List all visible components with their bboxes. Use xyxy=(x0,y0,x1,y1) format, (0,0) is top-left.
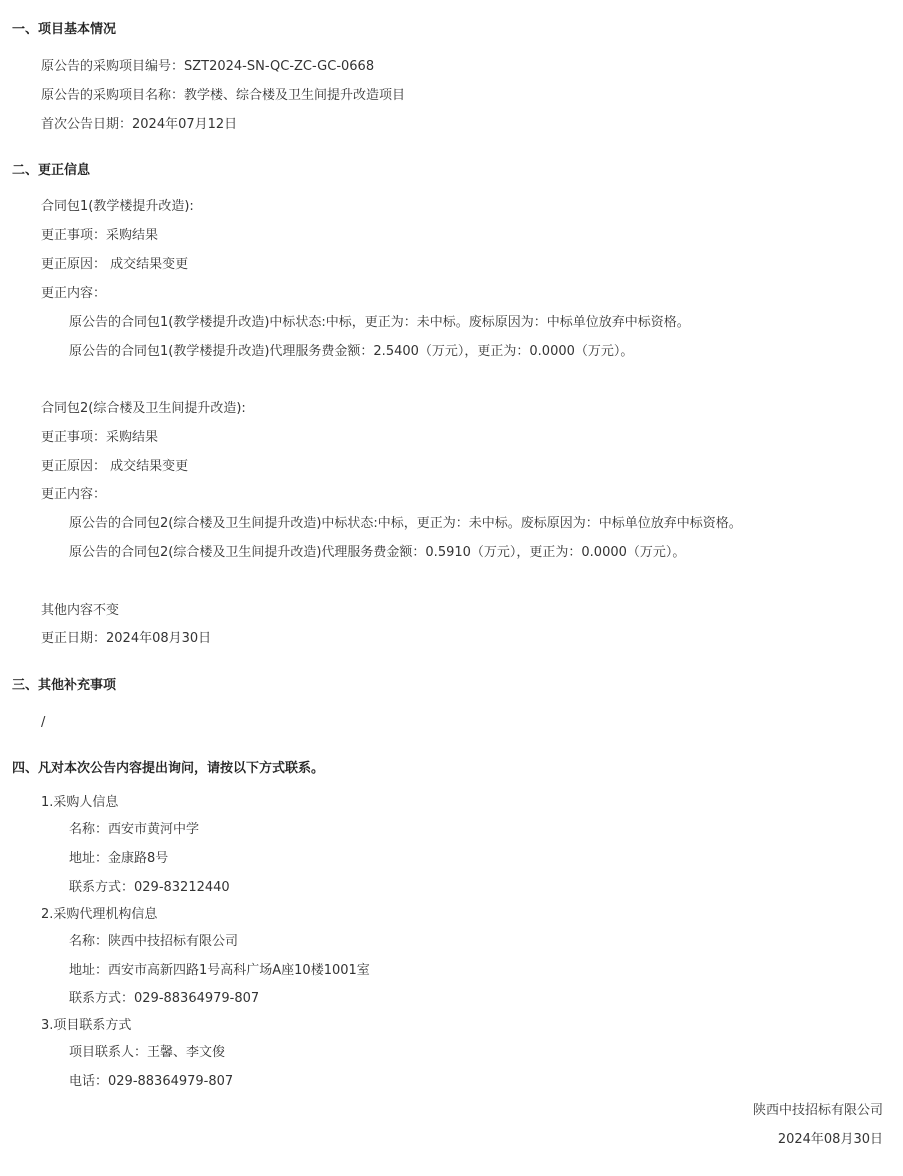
buyer-contact: 联系方式：029-83212440 xyxy=(69,880,230,895)
package-1-correction-line-2: 原公告的合同包1(教学楼提升改造)代理服务费金额：2.5400（万元），更正为：0.0000（万元）。 xyxy=(69,344,634,359)
package-2-correction-content-label: 更正内容： xyxy=(41,487,107,502)
project-number: 原公告的采购项目编号：SZT2024-SN-QC-ZC-GC-0668 xyxy=(41,59,375,74)
section-1-heading: 一、项目基本情况 xyxy=(12,22,117,37)
agency-name: 名称：陕西中技招标有限公司 xyxy=(69,934,239,949)
footer-date: 2024年08月30日 xyxy=(777,1132,883,1147)
package-1-correction-content-label: 更正内容： xyxy=(41,286,107,301)
project-contact-person: 项目联系人：王馨、李文俊 xyxy=(69,1045,226,1060)
supplementary-content: / xyxy=(41,715,46,730)
buyer-name: 名称：西安市黄河中学 xyxy=(69,822,200,837)
agency-address: 地址：西安市高新四路1号高科广场A座10楼1001室 xyxy=(69,963,370,978)
section-3-heading: 三、其他补充事项 xyxy=(12,678,117,693)
project-contact-title: 3.项目联系方式 xyxy=(41,1018,132,1033)
package-2-correction-item: 更正事项：采购结果 xyxy=(41,430,159,445)
agency-contact: 联系方式：029-88364979-807 xyxy=(69,991,260,1006)
package-2-correction-line-1: 原公告的合同包2(综合楼及卫生间提升改造)中标状态:中标，更正为：未中标。废标原因为：中标单位放弃中标资格。 xyxy=(69,516,742,531)
section-4-heading: 四、凡对本次公告内容提出询问，请按以下方式联系。 xyxy=(12,761,325,776)
package-2-title: 合同包2(综合楼及卫生间提升改造): xyxy=(41,401,246,416)
project-name: 原公告的采购项目名称：教学楼、综合楼及卫生间提升改造项目 xyxy=(41,88,406,103)
agency-info-title: 2.采购代理机构信息 xyxy=(41,907,158,922)
section-2-heading: 二、更正信息 xyxy=(12,163,91,178)
first-announcement-date: 首次公告日期：2024年07月12日 xyxy=(41,117,238,132)
package-1-correction-item: 更正事项：采购结果 xyxy=(41,228,159,243)
package-2-correction-reason: 更正原因： 成交结果变更 xyxy=(41,459,189,474)
other-content-unchanged: 其他内容不变 xyxy=(41,603,120,618)
buyer-address: 地址：金康路8号 xyxy=(69,851,169,866)
project-contact-phone: 电话：029-88364979-807 xyxy=(69,1074,234,1089)
package-1-correction-line-1: 原公告的合同包1(教学楼提升改造)中标状态:中标，更正为：未中标。废标原因为：中标单位放弃中标资格。 xyxy=(69,315,690,330)
footer-company: 陕西中技招标有限公司 xyxy=(752,1103,883,1118)
buyer-info-title: 1.采购人信息 xyxy=(41,795,119,810)
correction-date: 更正日期：2024年08月30日 xyxy=(41,631,212,646)
package-1-title: 合同包1(教学楼提升改造): xyxy=(41,199,194,214)
package-1-correction-reason: 更正原因： 成交结果变更 xyxy=(41,257,189,272)
package-2-correction-line-2: 原公告的合同包2(综合楼及卫生间提升改造)代理服务费金额：0.5910（万元），更正为：0.0000（万元）。 xyxy=(69,545,686,560)
